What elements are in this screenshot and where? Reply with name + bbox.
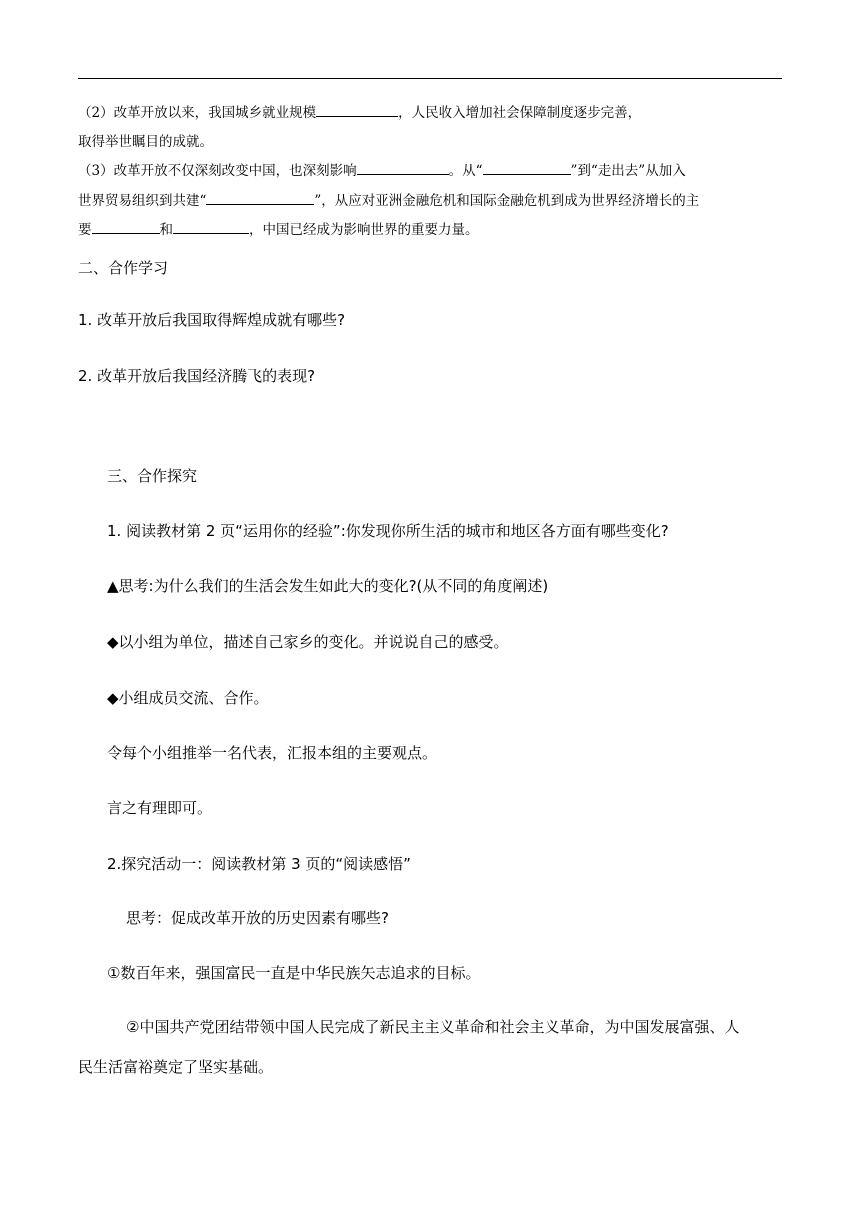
think-1: ▲思考:为什么我们的生活会发生如此大的变化?(从不同的角度阐述)	[107, 577, 549, 595]
fill-line-2	[78, 103, 641, 122]
blank-3[interactable]	[483, 161, 571, 175]
section-heading-2: 二、合作学习	[78, 259, 169, 277]
fill-text: 。从“	[448, 163, 483, 179]
bullet-2: ◆小组成员交流、合作。	[107, 689, 269, 707]
fill-text: 要	[78, 222, 92, 238]
inquiry-2: 2.探究活动一：阅读教材第 3 页的“阅读感悟”	[107, 855, 411, 873]
header-rule	[78, 78, 782, 79]
fill-text: 取得举世瞩目的成就。	[78, 134, 213, 150]
blank-4[interactable]	[206, 191, 314, 205]
bullet-4: 言之有理即可。	[107, 799, 213, 817]
blank-6[interactable]	[173, 220, 249, 234]
fill-text: ”到“走出去”从加入	[570, 163, 686, 179]
fill-line-3	[78, 161, 686, 180]
bullet-3: 令每个小组推举一名代表，汇报本组的主要观点。	[107, 744, 438, 762]
blank-5[interactable]	[92, 220, 160, 234]
answer-2-cont: 民生活富裕奠定了坚实基础。	[78, 1058, 274, 1076]
answer-2: ②中国共产党团结带领中国人民完成了新民主主义革命和社会主义革命，为中国发展富强、人	[126, 1018, 740, 1036]
fill-text: 世界贸易组织到共建“	[78, 193, 207, 209]
fill-line-3-cont1	[78, 191, 699, 210]
section-heading-3: 三、合作探究	[107, 467, 198, 485]
bullet-1: ◆以小组为单位，描述自己家乡的变化。并说说自己的感受。	[107, 633, 509, 651]
fill-text: （2）改革开放以来，我国城乡就业规模	[78, 105, 317, 121]
think-2: 思考：促成改革开放的历史因素有哪些?	[126, 909, 389, 927]
answer-1: ①数百年来，强国富民一直是中华民族矢志追求的目标。	[107, 964, 481, 982]
fill-text: 和	[159, 222, 173, 238]
fill-line-2-cont	[78, 133, 213, 151]
fill-text: ，人民收入增加社会保障制度逐步完善，	[398, 105, 642, 121]
question-2: 2. 改革开放后我国经济腾飞的表现?	[78, 367, 316, 385]
fill-text: （3）改革开放不仅深刻改变中国，也深刻影响	[78, 163, 357, 179]
inquiry-1: 1. 阅读教材第 2 页“运用你的经验”:你发现你所生活的城市和地区各方面有哪些变化?	[107, 522, 669, 540]
fill-text: ”，从应对亚洲金融危机和国际金融危机到成为世界经济增长的主	[314, 193, 700, 209]
blank-1[interactable]	[316, 103, 398, 117]
question-1: 1. 改革开放后我国取得辉煌成就有哪些?	[78, 311, 346, 329]
fill-text: ，中国已经成为影响世界的重要力量。	[249, 222, 479, 238]
fill-line-3-cont2	[78, 220, 479, 239]
blank-2[interactable]	[357, 161, 449, 175]
